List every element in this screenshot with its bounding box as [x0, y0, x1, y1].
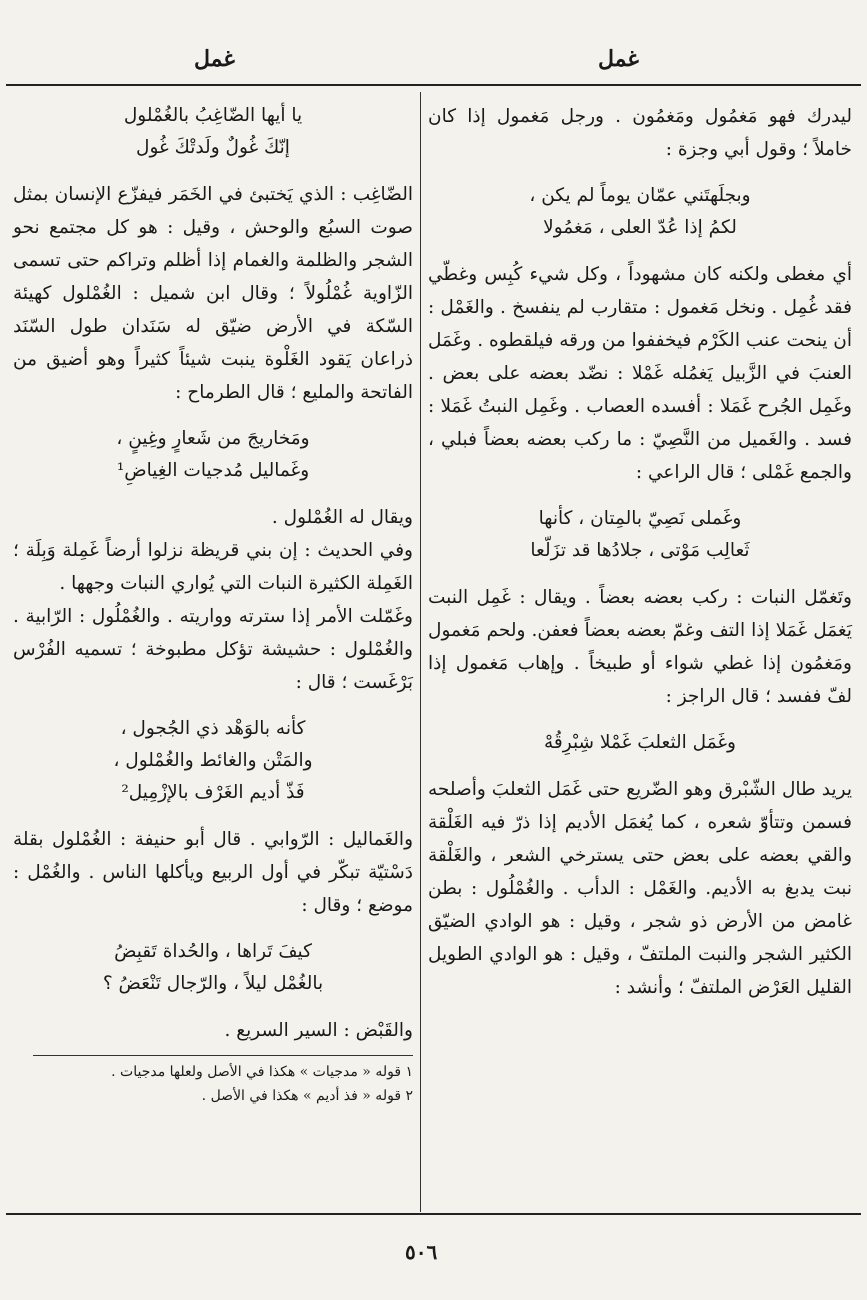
verse — [428, 503, 852, 567]
page-number: ٥٠٦ — [405, 1240, 438, 1264]
paragraph: أي مغطى ولكنه كان مشهوداً ، وكل شيء كُبِس وغطّي فقد غُمِل . ونخل مَغمول : متقارب لم ينفسخ . والغَمْل : أن ينحت عنب الكَرْم فيخففوا من ورقه فيلقطوه . وغَمَل العنبَ في الزَّبيل يَغمُله غَمْلا : نضّد بعضه على بعض . وغَمِل الجُرح غَمَلا : أفسده العصاب . وغَمِل النبتُ غَمَلا : فسد . والغَميل من النَّصِيّ : ما ركب بعضه بعضاً فبلي ، والجمع غَمْلى ؛ قال الراعي : — [428, 264, 852, 483]
left-column — [13, 100, 413, 1108]
verse-line: وغَملى نَصِيّ بالمِتان ، كأنها — [538, 508, 742, 529]
verse-line: وغَماليل مُدجيات الغِياضِ¹ — [116, 460, 310, 481]
paragraph: يريد طال الشّبْرق وهو الضّريع حتى غَمَل الثعلبَ وأصلحه فسمن وتتأوّ شعره ، كما يُغمَل الأديم إذا ذرّ فيه الغَلْقة والقي بعضه على بعض حتى يسترخي الشعر ، والغَلْقة نبت يدبغ به الأديم. والغَمْل : الدأب . والغُمْلُول : بطن غامض من الأرض ذو شجر ، وقيل : هو الوادي الضيّق الكثير الشجر والنبت الملتفّ ، وقيل : هو الوادي الطويل القليل العَرْض الملتفّ ؛ وأنشد : — [428, 779, 852, 998]
paragraph: ليدرك فهو مَغمُول ومَغمُون . ورجل مَغمول إذا كان خاملاً ؛ وقول أبي وجزة : — [428, 106, 852, 160]
verse — [428, 180, 852, 244]
verse-line: ثَعالِب مَوْتى ، جلادُها قد تزَلّعا — [530, 540, 750, 561]
header-word-right: غمل — [598, 46, 639, 72]
verse-line: وغَمَل الثعلبَ غَمْلا شِبْرِقُهْ — [544, 732, 736, 753]
verse-line: إنّكَ غُولٌ ولَدتْكَ غُول — [136, 137, 290, 158]
footnote: ١ قوله « مدجيات » هكذا في الأصل ولعلها مدجيات . — [111, 1064, 413, 1080]
verse-line: يا أيها الضّاغِبُ بالغُمْلول — [123, 105, 303, 126]
verse-line: كيفَ تَراها ، والحُداة تَقبِضُ — [114, 941, 312, 962]
footnote-separator — [33, 1055, 413, 1056]
paragraph: والقَبْض : السير السريع . — [224, 1020, 413, 1041]
verse-line: فَذّ أديم الغَرْف بالإزْمِيل² — [121, 782, 305, 803]
verse-line: كأنه بالوَهْد ذي الجُجول ، — [120, 718, 306, 739]
paragraph: وفي الحديث : إن بني قريظة نزلوا أرضاً غَمِلة وَبِلَة ؛ الغَمِلة الكثيرة النبات التي يُواري النبات وجهها . — [13, 540, 413, 594]
verse — [13, 100, 413, 164]
column-divider — [420, 92, 421, 1212]
verse-line: وبجلَهتَني عمّان يوماً لم يكن ، — [529, 185, 751, 206]
verse — [13, 713, 413, 809]
paragraph: وتَغمّل النبات : ركب بعضه بعضاً . ويقال : غَمِل النبت يَغمَل غَمَلا إذا التف وغمّ بعضه بعضاً فعفن. ولحم مَغمول ومَغمُون إذا غطي شواء أو طبيخاً . وإهاب مَغمول إذا لفّ ففسد ؛ قال الراجز : — [428, 587, 852, 707]
top-rule — [6, 84, 861, 86]
verse — [13, 423, 413, 487]
bottom-rule — [6, 1213, 861, 1215]
verse — [13, 936, 413, 1000]
verse — [428, 727, 852, 759]
verse-line: بالغُمْل ليلاً ، والرّجال تَنْعَضُ ؟ — [102, 973, 324, 994]
header-word-left: غمل — [194, 46, 235, 72]
paragraph: والغَماليل : الرّوابي . قال أبو حنيفة : الغُمْلول بقلة دَسْتيّة تبكّر في أول الربيع ويأكلها الناس . والغُمْل : موضع ؛ وقال : — [13, 829, 413, 916]
paragraph: الضّاغِب : الذي يَختبئ في الخَمَر فيفزّع الإنسان بمثل صوت السبُع والوحش ، وقيل : هو كل مجتمع نحو الشجر والظلمة والغمام إذا أظلم وتراكم حتى تسمى الزّاوية غُمْلُولاً ؛ وقال ابن شميل : الغُمْلول كهيئة السّكة في الأرض ضيّق له سَنَدان طول السّنَد ذراعان يَقود الغَلْوة ينبت شيئاً كثيراً وهو أضيق من الفاتحة والمليع ؛ قال الطرماح : — [13, 184, 413, 403]
verse-line: لكمُ إذا عُدّ العلى ، مَغمُولا — [543, 217, 737, 238]
paragraph: ويقال له الغُمْلول . — [271, 507, 413, 528]
footnote: ٢ قوله « فذ أديم » هكذا في الأصل . — [201, 1088, 413, 1104]
right-column — [428, 100, 852, 1004]
verse-line: والمَتْن والغائط والغُمْلول ، — [113, 750, 313, 771]
verse-line: ومَخاريجَ من شَعارٍ وغِينٍ ، — [116, 428, 310, 449]
paragraph: وغَمّلت الأمر إذا سترته وواريته . والغُمْلُول : الرّابية . والغُمْلول : حشيشة تؤكل مطبوخة ؛ تسميه الفُرْس بَرْغَست ؛ قال : — [13, 606, 413, 693]
